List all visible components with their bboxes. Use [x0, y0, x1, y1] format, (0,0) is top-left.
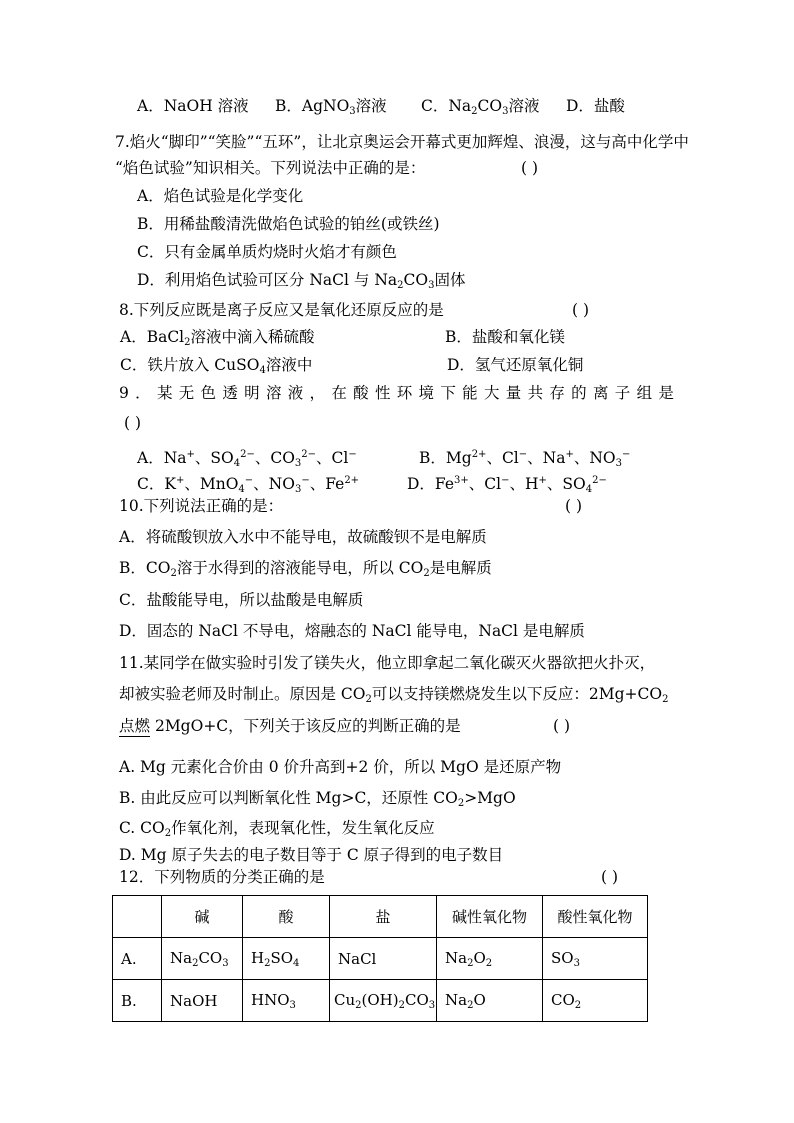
q8-stem: 8.下列反应既是离子反应又是氧化还原反应的是 — [119, 301, 444, 319]
q10-stem: 10.下列说法正确的是： — [119, 497, 284, 515]
q10-option-a: A．将硫酸钡放入水中不能导电，故硫酸钡不是电解质 — [119, 528, 487, 546]
row-label: A. — [113, 938, 162, 980]
q9-option-a: A．Na+、$SO_4^{2-}$、$CO_3^{2-}$、Cl− — [137, 449, 357, 469]
row-label: B. — [113, 980, 162, 1022]
q7-option-c: C．只有金属单质灼烧时火焰才有颜色 — [137, 243, 397, 261]
table-cell: $Na_2O$ — [437, 980, 543, 1022]
q11-option-d: D. Mg 原子失去的电子数目等于 C 原子得到的电子数目 — [119, 846, 504, 864]
table-header-cell — [113, 896, 162, 938]
table-cell: NaOH — [162, 980, 243, 1022]
table-row — [113, 938, 648, 980]
table-cell: $H_2SO_4$ — [243, 938, 330, 980]
table-cell: $Na_2O_2$ — [437, 938, 543, 980]
table-cell: $CO_2$ — [543, 980, 648, 1022]
q9-answer-paren: ( ) — [124, 414, 142, 432]
q9-option-c: C．K+、MnO$_4$−、$NO_3^-$、$Fe^{2+}$ — [137, 475, 360, 495]
q12-answer-paren: ( ) — [601, 868, 619, 886]
q11-stem-line1: 11.某同学在做实验时引发了镁失火，他立即拿起二氧化碳灭火器欲把火扑灭， — [119, 654, 656, 672]
q6-option-c: C．$Na_2CO_3$溶液 — [421, 97, 540, 117]
q12-stem: 12．下列物质的分类正确的是 — [119, 868, 325, 886]
q7-answer-paren: ( ) — [521, 159, 539, 177]
table-header-cell: 盐 — [330, 896, 437, 938]
q7-stem-line2: “焰色试验”知识相关。下列说法中正确的是： — [115, 159, 426, 177]
q7-option-b: B．用稀盐酸清洗做焰色试验的铂丝(或铁丝) — [137, 215, 440, 233]
table-cell: NaCl — [330, 938, 437, 980]
classification-table — [112, 895, 648, 1022]
table-cell: $Na_2CO_3$ — [162, 938, 243, 980]
table-header-cell: 酸 — [243, 896, 330, 938]
q11-stem-line3: 点燃 2MgO+C，下列关于该反应的判断正确的是 — [119, 717, 461, 735]
table-cell: $HNO_3$ — [243, 980, 330, 1022]
q11-answer-paren: ( ) — [553, 717, 571, 735]
table-cell: $Cu_2(OH)_2CO_3$ — [330, 980, 437, 1022]
table-header-row — [113, 896, 648, 938]
q8-option-d: D．氢气还原氧化铜 — [447, 356, 584, 374]
q7-option-d: D．利用焰色试验可区分 NaCl 与 $Na_2CO_3$固体 — [137, 271, 466, 291]
q9-option-d: D．$Fe^{3+}$、Cl−、H+、$SO_4^{2-}$ — [407, 475, 607, 495]
q11-option-b: B. 由此反应可以判断氧化性 Mg>C，还原性 $CO_2>MgO$ — [119, 789, 516, 809]
q9-option-b: B．$Mg^{2+}$、Cl−、Na+、$NO_3^-$ — [419, 449, 631, 469]
table-header-cell: 碱性氧化物 — [437, 896, 543, 938]
q7-stem-line1: 7.焰火“脚印”“笑脸”“五环”，让北京奥运会开幕式更加辉煌、浪漫，这与高中化学中 — [115, 133, 689, 151]
q7-option-a: A．焰色试验是化学变化 — [137, 187, 304, 205]
q10-answer-paren: ( ) — [565, 497, 583, 515]
q6-option-d: D．盐酸 — [566, 97, 625, 115]
q6-option-b: B．AgNO$_3$溶液 — [275, 97, 387, 117]
q9-stem: 9．某无色透明溶液，在酸性环境下能大量共存的离子组是 — [119, 384, 681, 402]
table-header-cell: 碱 — [162, 896, 243, 938]
table-row — [113, 980, 648, 1022]
table-cell: $SO_3$ — [543, 938, 648, 980]
q11-option-a: A. Mg 元素化合价由 0 价升高到+2 价，所以 MgO 是还原产物 — [119, 758, 562, 776]
reaction-condition-ignite: 点燃 — [119, 717, 151, 735]
q10-option-d: D．固态的 NaCl 不导电，熔融态的 NaCl 能导电，NaCl 是电解质 — [119, 622, 585, 640]
q11-stem-line2: 却被实验老师及时制止。原因是 $CO_2$可以支持镁燃烧发生以下反应：$2Mg+CO_2$ — [119, 685, 669, 705]
q10-option-b: B．$CO_2$溶于水得到的溶液能导电，所以 $CO_2$是电解质 — [119, 559, 492, 579]
q10-option-c: C．盐酸能导电，所以盐酸是电解质 — [119, 591, 364, 609]
q8-answer-paren: ( ) — [572, 301, 590, 319]
table-header-cell: 酸性氧化物 — [543, 896, 648, 938]
q8-option-b: B．盐酸和氧化镁 — [445, 328, 565, 346]
q8-option-c: C．铁片放入 CuSO$_4$溶液中 — [120, 356, 313, 376]
q11-option-c: C. $CO_2$作氧化剂，表现氧化性，发生氧化反应 — [119, 819, 435, 839]
q8-option-a: A．BaCl$_2$溶液中滴入稀硫酸 — [120, 328, 315, 348]
q6-option-a: A．NaOH 溶液 — [137, 97, 249, 115]
